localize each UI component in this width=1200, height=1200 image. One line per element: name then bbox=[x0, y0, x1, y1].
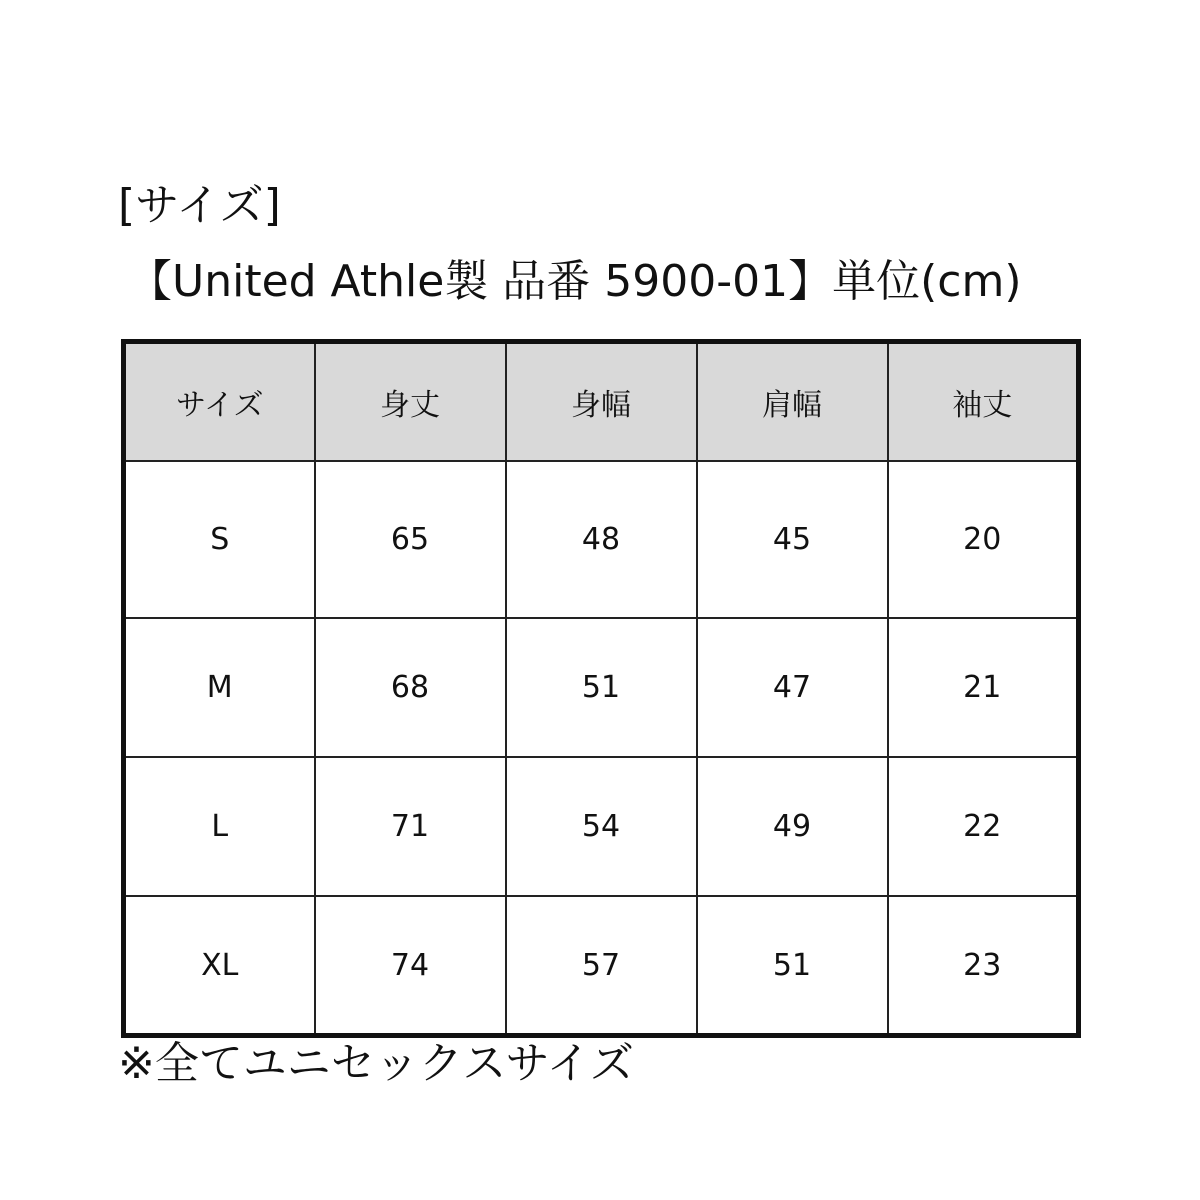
table-row bbox=[124, 896, 1079, 1036]
cell-size: XL bbox=[124, 896, 315, 1036]
cell-sleeve-length: 21 bbox=[888, 618, 1079, 757]
cell-shoulder-width: 45 bbox=[697, 461, 888, 618]
cell-body-length: 68 bbox=[315, 618, 506, 757]
cell-body-length: 65 bbox=[315, 461, 506, 618]
table-body bbox=[124, 461, 1079, 1036]
cell-shoulder-width: 47 bbox=[697, 618, 888, 757]
table-row bbox=[124, 618, 1079, 757]
page-title: [サイズ] bbox=[118, 180, 281, 231]
cell-size: L bbox=[124, 757, 315, 896]
table-row bbox=[124, 461, 1079, 618]
footnote: ※全てユニセックスサイズ bbox=[118, 1038, 635, 1089]
column-header-size: サイズ bbox=[124, 342, 315, 462]
table-header bbox=[124, 342, 1079, 462]
column-header-body-length: 身丈 bbox=[315, 342, 506, 462]
cell-body-width: 57 bbox=[506, 896, 697, 1036]
cell-body-length: 74 bbox=[315, 896, 506, 1036]
table-row bbox=[124, 757, 1079, 896]
cell-body-length: 71 bbox=[315, 757, 506, 896]
header-row bbox=[124, 342, 1079, 462]
product-subtitle: 【United Athle製 品番 5900-01】単位(cm) bbox=[128, 256, 1022, 307]
size-chart-table bbox=[121, 339, 1081, 1038]
cell-body-width: 48 bbox=[506, 461, 697, 618]
cell-body-width: 54 bbox=[506, 757, 697, 896]
cell-sleeve-length: 22 bbox=[888, 757, 1079, 896]
cell-shoulder-width: 51 bbox=[697, 896, 888, 1036]
cell-size: M bbox=[124, 618, 315, 757]
column-header-body-width: 身幅 bbox=[506, 342, 697, 462]
cell-sleeve-length: 20 bbox=[888, 461, 1079, 618]
cell-size: S bbox=[124, 461, 315, 618]
cell-shoulder-width: 49 bbox=[697, 757, 888, 896]
cell-body-width: 51 bbox=[506, 618, 697, 757]
column-header-sleeve-length: 袖丈 bbox=[888, 342, 1079, 462]
column-header-shoulder-width: 肩幅 bbox=[697, 342, 888, 462]
cell-sleeve-length: 23 bbox=[888, 896, 1079, 1036]
